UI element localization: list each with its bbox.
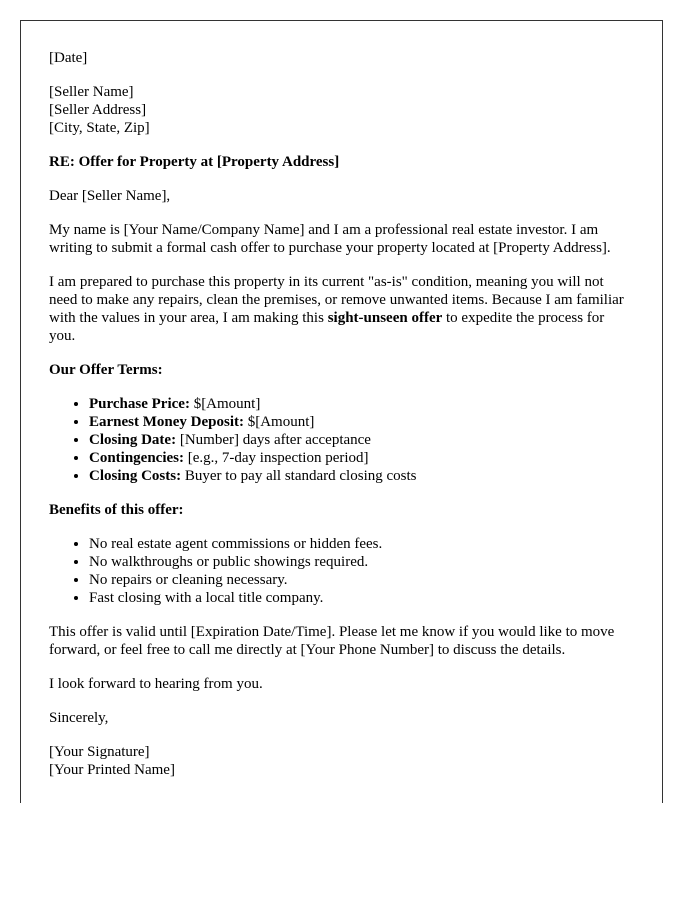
seller-address-block (49, 83, 634, 137)
signature-block (49, 743, 634, 779)
condition-paragraph (49, 273, 634, 345)
benefits-heading: Benefits of this offer: (49, 502, 184, 518)
term-label: Contingencies: (89, 450, 184, 466)
intro-paragraph: My name is [Your Name/Company Name] and I am a professional real estate investor. I am writing to submit a formal cash offer to purchase your property located at [Property Address]. (49, 222, 611, 256)
benefits-list (49, 535, 634, 607)
list-item: • No walkthroughs or public showings required. (89, 553, 634, 571)
validity-paragraph: This offer is valid until [Expiration Date/Time]. Please let me know if you would like to move forward, or feel free to call me directly at [Your Phone Number] to discuss the details. (49, 624, 615, 658)
text: I am prepared to purchase this property in its current "as-is" condition, meaning you will not need to make any repairs, clean the premises, or remove unwanted items. Because I am familiar with the values in your area, I am making this (49, 274, 624, 326)
term-label: Purchase Price: (89, 396, 190, 412)
list-item: • No real estate agent commissions or hidden fees. (89, 535, 634, 553)
list-item (89, 413, 634, 431)
term-value: Buyer to pay all standard closing costs (181, 468, 417, 484)
signature: [Your Signature] (49, 744, 150, 760)
list-item (89, 449, 634, 467)
date: [Date] (49, 50, 88, 66)
seller-city: [City, State, Zip] (49, 120, 150, 136)
subject-line: RE: Offer for Property at [Property Address] (49, 154, 340, 170)
terms-list (49, 395, 634, 485)
term-label: Earnest Money Deposit: (89, 414, 244, 430)
term-value: $[Amount] (189, 396, 261, 412)
seller-address: [Seller Address] (49, 102, 147, 118)
list-item (89, 467, 634, 485)
list-item: • Fast closing with a local title company. (89, 589, 634, 607)
letter-page (20, 20, 663, 803)
seller-name: [Seller Name] (49, 84, 134, 100)
salutation: Dear [Seller Name], (49, 188, 171, 204)
term-value: [Number] days after acceptance (176, 432, 371, 448)
term-label: Closing Costs: (89, 468, 182, 484)
term-value: $[Amount] (243, 414, 315, 430)
terms-heading: Our Offer Terms: (49, 362, 163, 378)
list-item: • No repairs or cleaning necessary. (89, 571, 634, 589)
text: to expedite the process for you. (49, 310, 605, 344)
closing-paragraph: I look forward to hearing from you. (49, 676, 263, 692)
list-item (89, 431, 634, 449)
emphasis: sight-unseen offer (327, 310, 443, 326)
term-value: [e.g., 7-day inspection period] (184, 450, 369, 466)
printed-name: [Your Printed Name] (49, 762, 175, 778)
list-item (89, 395, 634, 413)
term-label: Closing Date: (89, 432, 177, 448)
closing: Sincerely, (49, 710, 109, 726)
